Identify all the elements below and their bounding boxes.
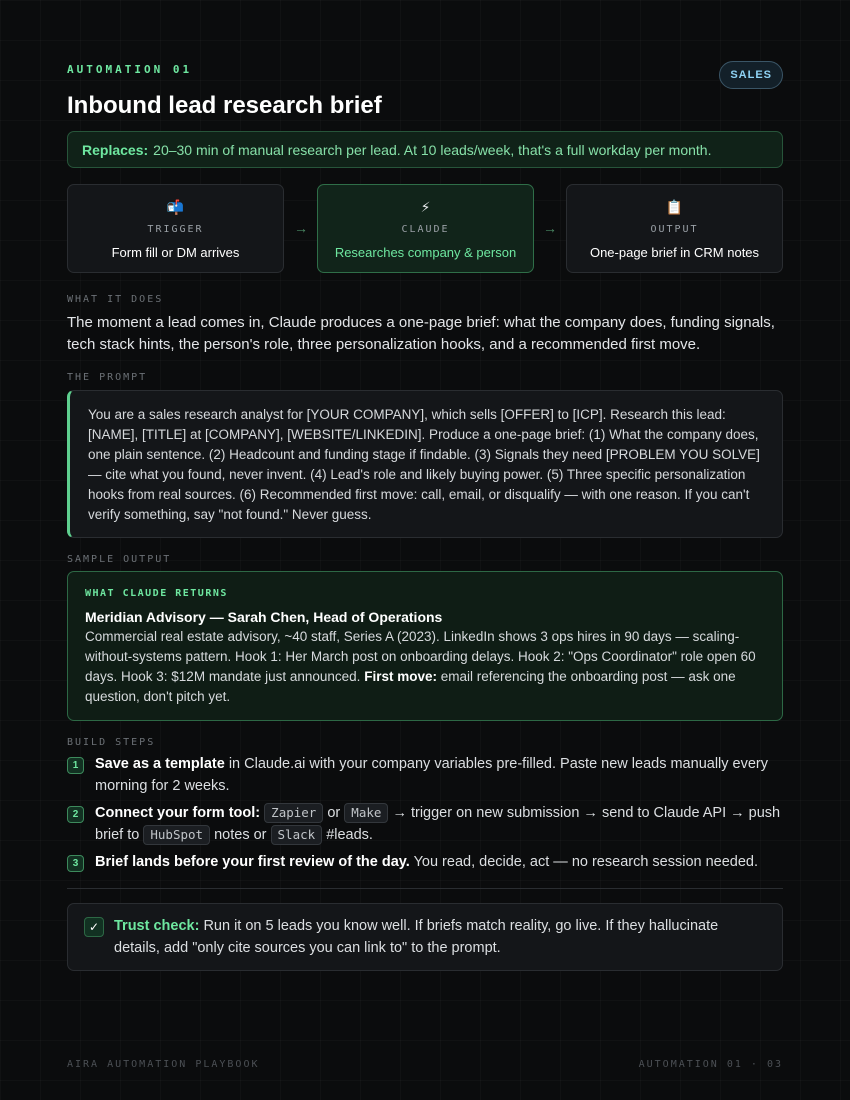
- flow-step-label: CLAUDE: [401, 224, 450, 235]
- section-label-what-it-does: WHAT IT DOES: [67, 294, 164, 305]
- replaces-callout: [67, 131, 783, 168]
- trust-check-text: Run it on 5 leads you know well. If briefs match reality, go live. If they hallucinate details, add "only cite sources you can link to" to the prompt.: [114, 918, 719, 956]
- page: [67, 0, 783, 1100]
- step-text: → trigger on new submission → send to Claude API → push brief to: [95, 805, 781, 843]
- step-bold: Save as a template: [95, 756, 225, 772]
- step-or: or: [327, 805, 341, 821]
- step-number-badge: 2: [67, 806, 84, 823]
- divider: [67, 888, 783, 889]
- step-text: #leads.: [326, 826, 373, 843]
- flow-step-value: One-page brief in CRM notes: [589, 245, 760, 260]
- sample-output-box: [67, 571, 783, 721]
- section-label-sample-output: SAMPLE OUTPUT: [67, 554, 172, 565]
- category-badge: SALES: [719, 61, 783, 89]
- flow-step-label: OUTPUT: [650, 224, 699, 235]
- code-hubspot: HubSpot: [143, 825, 210, 845]
- arrow-right-icon: →: [543, 220, 557, 236]
- workflow-diagram: [67, 184, 783, 273]
- mailbox-icon: 📬: [166, 199, 185, 215]
- trust-check-label: Trust check:: [114, 918, 200, 934]
- step-number-badge: 3: [67, 855, 84, 872]
- footer-right: AUTOMATION 01 · 03: [638, 1059, 783, 1070]
- replaces-label: Replaces:: [82, 141, 149, 158]
- step-bold: Brief lands before your first review of the day.: [95, 854, 410, 870]
- sample-sublabel: WHAT CLAUDE RETURNS: [85, 588, 228, 599]
- sample-heading: Meridian Advisory — Sarah Chen, Head of Operations: [85, 609, 443, 625]
- code-zapier: Zapier: [264, 803, 323, 823]
- first-move-text: email referencing the onboarding post — ask one question, don't pitch yet.: [85, 669, 736, 704]
- footer-left: AIRA AUTOMATION PLAYBOOK: [67, 1059, 260, 1070]
- section-label-build-steps: BUILD STEPS: [67, 737, 156, 748]
- prompt-box: [67, 390, 783, 538]
- step-text: in Claude.ai with your company variables pre-filled. Paste new leads manually every morning for 2 weeks.: [95, 756, 768, 794]
- sample-body-text: Commercial real estate advisory, ~40 staff, Series A (2023). LinkedIn shows 3 ops hires in 90 days — scaling-without-systems pattern. Hook 1: Her March post on onboarding delays. Hook 2: "Ops Coordinator" role open 60 days. Hook 3: $12M mandate just announced.: [85, 629, 756, 684]
- trust-check-callout: [67, 903, 783, 971]
- checkmark-icon: ✓: [84, 917, 104, 937]
- step-bold: Connect your form tool:: [95, 805, 261, 821]
- flow-step-claude: [317, 184, 534, 273]
- flow-step-label: TRIGGER: [147, 224, 204, 235]
- page-title: Inbound lead research brief: [67, 92, 382, 119]
- build-step-3: [67, 852, 783, 874]
- flow-step-value: Form fill or DM arrives: [111, 245, 240, 260]
- section-label-prompt: THE PROMPT: [67, 372, 148, 383]
- prompt-text: You are a sales research analyst for [YOUR COMPANY], which sells [OFFER] to [ICP]. Research this lead: [NAME], [TITLE] at [COMPANY], [WEBSITE/LINKEDIN]. Produce a one-page brief: (1) What the company does, one plain sentence. (2) Headcount and funding stage if findable. (3) Signals they need [PROBLEM YOU SOLVE] — cite what you found, never invent. (4) Lead's role and likely buying power. (5) Three specific personalization hooks from real sources. (6) Recommended first move: call, email, or disqualify — with one reason. If you can't verify something, say "not found." Never guess.: [88, 407, 760, 522]
- step-text: You read, decide, act — no research session needed.: [413, 854, 759, 870]
- clipboard-icon: 📋: [665, 199, 684, 215]
- sample-body: [85, 627, 765, 707]
- first-move-label: First move:: [364, 669, 437, 684]
- build-step-2: [67, 803, 783, 846]
- replaces-text: 20–30 min of manual research per lead. At 10 leads/week, that's a full workday per month.: [153, 141, 712, 158]
- code-slack: Slack: [271, 825, 323, 845]
- flow-step-value: Researches company & person: [334, 245, 517, 260]
- automation-eyebrow: AUTOMATION 01: [67, 63, 193, 76]
- code-make: Make: [344, 803, 388, 823]
- build-step-1: [67, 754, 783, 797]
- arrow-right-icon: →: [294, 220, 308, 236]
- lightning-icon: ⚡: [420, 199, 431, 215]
- flow-step-trigger: [67, 184, 284, 273]
- what-it-does-text: The moment a lead comes in, Claude produces a one-page brief: what the company does, funding signals, tech stack hints, the person's role, three personalization hooks, and a recommended first move.: [67, 314, 775, 353]
- flow-step-output: [566, 184, 783, 273]
- step-text: notes or: [214, 826, 267, 843]
- step-number-badge: 1: [67, 757, 84, 774]
